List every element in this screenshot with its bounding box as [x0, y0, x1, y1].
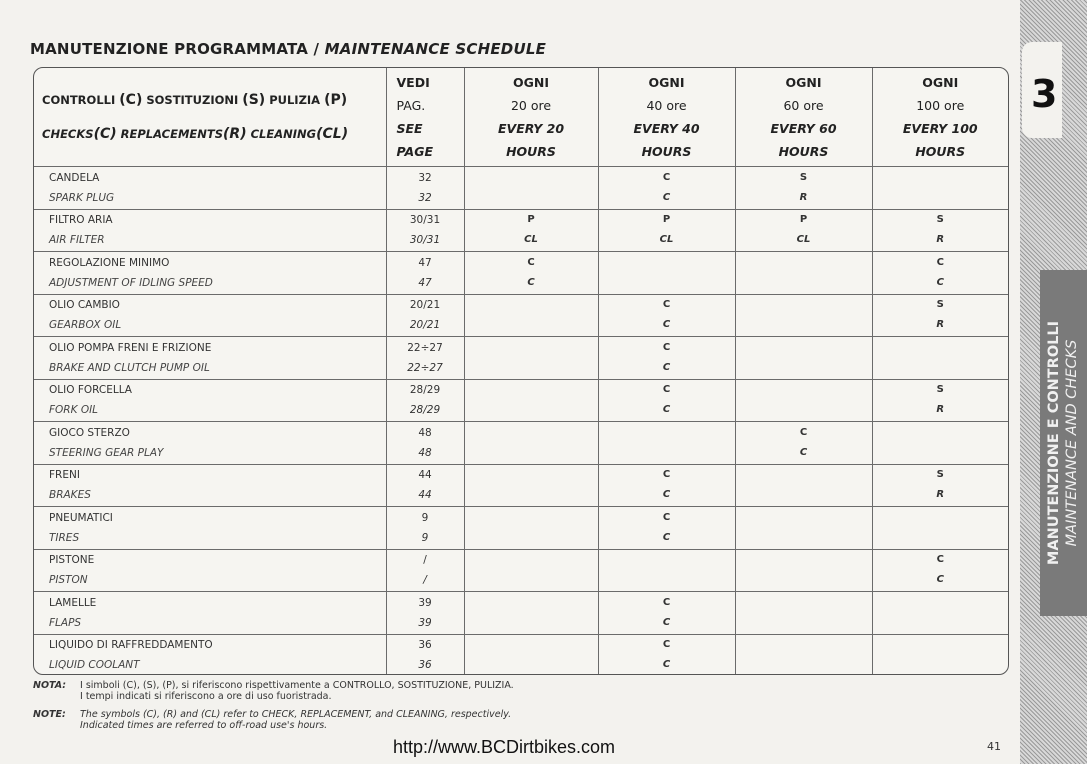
- maintenance-schedule-table: [33, 67, 1009, 675]
- title-separator: /: [313, 40, 320, 58]
- interval-cell: S R: [872, 379, 1008, 422]
- interval-cell: C C: [872, 252, 1008, 295]
- page-reference: 39 39: [386, 592, 464, 635]
- interval-cell: P CL: [464, 209, 598, 252]
- interval-cell: [464, 379, 598, 422]
- interval-cell: [872, 634, 1008, 675]
- schedule-body: [34, 167, 1008, 676]
- page-reference: 28/29 28/29: [386, 379, 464, 422]
- interval-cell: [464, 464, 598, 507]
- interval-cell: [464, 634, 598, 675]
- table-row: [34, 337, 1008, 380]
- component-name: CANDELA SPARK PLUG: [34, 167, 386, 210]
- header-interval-40: OGNI 40 ore EVERY 40 HOURS: [598, 68, 735, 167]
- component-name: LAMELLE FLAPS: [34, 592, 386, 635]
- header-interval-60: OGNI 60 ore EVERY 60 HOURS: [735, 68, 872, 167]
- page-title: [30, 40, 546, 58]
- interval-cell: C C: [598, 464, 735, 507]
- interval-cell: C C: [735, 422, 872, 465]
- interval-cell: [464, 549, 598, 592]
- interval-cell: C C: [598, 294, 735, 337]
- table-row: [34, 507, 1008, 550]
- interval-cell: [872, 592, 1008, 635]
- component-name: FRENI BRAKES: [34, 464, 386, 507]
- interval-cell: [735, 337, 872, 380]
- component-name: PISTONE PISTON: [34, 549, 386, 592]
- page-reference: 48 48: [386, 422, 464, 465]
- page-reference: / /: [386, 549, 464, 592]
- component-name: FILTRO ARIA AIR FILTER: [34, 209, 386, 252]
- table-header-row: [34, 68, 1008, 167]
- interval-cell: [735, 379, 872, 422]
- page-reference: 36 36: [386, 634, 464, 675]
- component-name: OLIO CAMBIO GEARBOX OIL: [34, 294, 386, 337]
- table-row: [34, 252, 1008, 295]
- interval-cell: C C: [598, 634, 735, 675]
- section-label-english: MAINTENANCE AND CHECKS: [1064, 339, 1080, 547]
- note-line: I tempi indicati si riferiscono a ore di uso fuoristrada.: [80, 691, 332, 702]
- table-row: [34, 592, 1008, 635]
- component-name: OLIO POMPA FRENI E FRIZIONE BRAKE AND CLUTCH PUMP OIL: [34, 337, 386, 380]
- component-name: OLIO FORCELLA FORK OIL: [34, 379, 386, 422]
- note-line: I simboli (C), (S), (P), si riferiscono rispettivamente a CONTROLLO, SOSTITUZIONE, PULIZIA.: [80, 680, 514, 691]
- note-english: [33, 709, 511, 731]
- interval-cell: [872, 507, 1008, 550]
- interval-cell: C C: [598, 167, 735, 210]
- page-reference: 30/31 30/31: [386, 209, 464, 252]
- note-line: The symbols (C), (R) and (CL) refer to CHECK, REPLACEMENT, and CLEANING, respectively.: [80, 709, 512, 720]
- page-reference: 44 44: [386, 464, 464, 507]
- interval-cell: C C: [598, 337, 735, 380]
- page-reference: 20/21 20/21: [386, 294, 464, 337]
- interval-cell: C C: [598, 379, 735, 422]
- header-desc-italian: CONTROLLI (C) SOSTITUZIONI (S) PULIZIA (P): [42, 92, 348, 108]
- interval-cell: C C: [598, 507, 735, 550]
- interval-cell: C C: [598, 592, 735, 635]
- interval-cell: [598, 549, 735, 592]
- component-name: GIOCO STERZO STEERING GEAR PLAY: [34, 422, 386, 465]
- header-interval-20: OGNI 20 ore EVERY 20 HOURS: [464, 68, 598, 167]
- interval-cell: S R: [872, 209, 1008, 252]
- title-english: MAINTENANCE SCHEDULE: [324, 40, 547, 58]
- interval-cell: [464, 337, 598, 380]
- page-reference: 47 47: [386, 252, 464, 295]
- header-desc-english: CHECKS(C) REPLACEMENTS(R) CLEANING(CL): [42, 126, 349, 142]
- page-reference: 22÷27 22÷27: [386, 337, 464, 380]
- interval-cell: [464, 294, 598, 337]
- header-see-page: VEDI PAG. SEE PAGE: [386, 68, 464, 167]
- interval-cell: [735, 294, 872, 337]
- interval-cell: [598, 422, 735, 465]
- interval-cell: [735, 592, 872, 635]
- component-name: PNEUMATICI TIRES: [34, 507, 386, 550]
- section-label-italian: MANUTENZIONE E CONTROLLI: [1046, 320, 1062, 566]
- interval-cell: C C: [872, 549, 1008, 592]
- table-row: [34, 167, 1008, 210]
- title-italian: MANUTENZIONE PROGRAMMATA: [30, 40, 309, 58]
- interval-cell: P CL: [598, 209, 735, 252]
- website-url[interactable]: http://www.BCDirtbikes.com: [393, 737, 616, 757]
- note-italian: [33, 680, 514, 702]
- interval-cell: [735, 634, 872, 675]
- chapter-number: 3: [1031, 72, 1058, 116]
- interval-cell: [872, 337, 1008, 380]
- table-row: [34, 549, 1008, 592]
- interval-cell: [735, 549, 872, 592]
- page-reference: 9 9: [386, 507, 464, 550]
- interval-cell: C C: [464, 252, 598, 295]
- interval-cell: S R: [872, 464, 1008, 507]
- interval-cell: [872, 422, 1008, 465]
- header-interval-100: OGNI 100 ore EVERY 100 HOURS: [872, 68, 1008, 167]
- note-label: NOTA:: [33, 680, 67, 691]
- interval-cell: [598, 252, 735, 295]
- interval-cell: [464, 592, 598, 635]
- interval-cell: [464, 167, 598, 210]
- interval-cell: [464, 422, 598, 465]
- component-name: REGOLAZIONE MINIMO ADJUSTMENT OF IDLING SPEED: [34, 252, 386, 295]
- table-row: [34, 464, 1008, 507]
- table-row: [34, 379, 1008, 422]
- interval-cell: P CL: [735, 209, 872, 252]
- interval-cell: [735, 507, 872, 550]
- interval-cell: S R: [872, 294, 1008, 337]
- page-number: 41: [987, 740, 1001, 753]
- table-row: [34, 209, 1008, 252]
- section-label: [1045, 270, 1081, 616]
- note-label: NOTE:: [33, 709, 66, 720]
- interval-cell: S R: [735, 167, 872, 210]
- interval-cell: [464, 507, 598, 550]
- header-description: [34, 68, 386, 167]
- note-line: Indicated times are referred to off-road use's hours.: [80, 720, 328, 731]
- table-row: [34, 422, 1008, 465]
- table-row: [34, 634, 1008, 675]
- interval-cell: [872, 167, 1008, 210]
- component-name: LIQUIDO DI RAFFREDDAMENTO LIQUID COOLANT: [34, 634, 386, 675]
- interval-cell: [735, 252, 872, 295]
- interval-cell: [735, 464, 872, 507]
- table-row: [34, 294, 1008, 337]
- page-reference: 32 32: [386, 167, 464, 210]
